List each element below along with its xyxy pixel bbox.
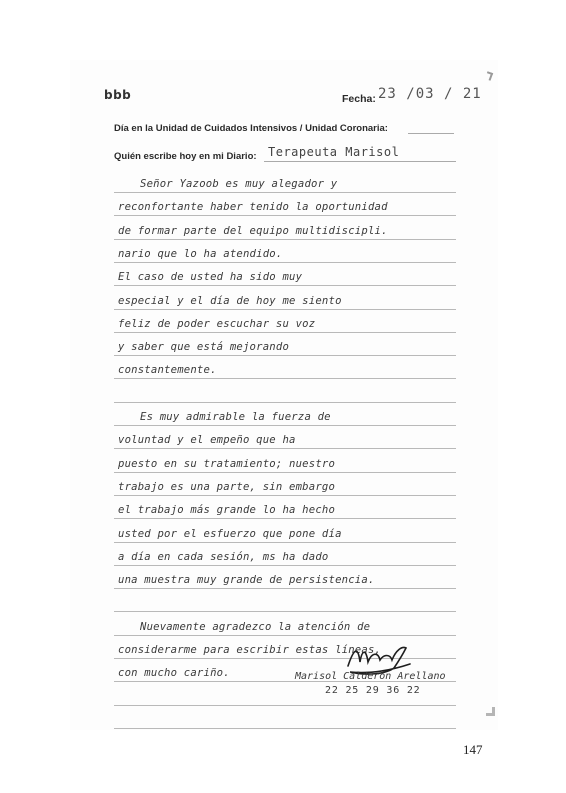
ruled-line bbox=[114, 518, 456, 519]
letter-line: nario que lo ha atendido. bbox=[118, 247, 283, 260]
letter-line: una muestra muy grande de persistencia. bbox=[118, 574, 375, 587]
letter-line: feliz de poder escuchar su voz bbox=[118, 317, 316, 330]
ruled-line bbox=[114, 472, 456, 473]
letter-line: y saber que está mejorando bbox=[118, 341, 290, 354]
date-label: Fecha: bbox=[342, 93, 376, 105]
letter-line: de formar parte del equipo multidiscipli. bbox=[118, 224, 388, 237]
ruled-line bbox=[114, 309, 456, 310]
date-value: 23 /03 / 21 bbox=[378, 86, 482, 102]
writer-line bbox=[264, 161, 456, 162]
ruled-line bbox=[114, 285, 456, 286]
letter-line: con mucho cariño. bbox=[118, 667, 230, 680]
ruled-line bbox=[114, 542, 456, 543]
letter-line: usted por el esfuerzo que pone día bbox=[118, 527, 342, 540]
ruled-line bbox=[114, 239, 456, 240]
ruled-line bbox=[114, 611, 456, 612]
letter-line: especial y el día de hoy me siento bbox=[118, 294, 342, 307]
ruled-line bbox=[114, 332, 456, 333]
letter-line: Señor Yazoob es muy alegador y bbox=[140, 178, 338, 190]
letter-line: a día en cada sesión, ms ha dado bbox=[118, 550, 329, 563]
ruled-line bbox=[114, 192, 456, 193]
ruled-line bbox=[114, 565, 456, 566]
signature-name: Marisol Calderón Arellano bbox=[295, 671, 446, 682]
ruled-line bbox=[114, 425, 456, 426]
page-corner-mark bbox=[486, 707, 495, 716]
brand-logo-text: bbb bbox=[104, 88, 132, 102]
writer-label: Quién escribe hoy en mi Diario: bbox=[114, 151, 257, 162]
letter-line: Nuevamente agradezco la atención de bbox=[140, 620, 371, 633]
page-number: 147 bbox=[463, 742, 483, 757]
letter-line: El caso de usted ha sido muy bbox=[118, 271, 303, 284]
letter-line: constantemente. bbox=[118, 364, 217, 377]
letter-line: voluntad y el empeño que ha bbox=[118, 434, 296, 447]
letter-line: considerarme para escribir estas líneas, bbox=[118, 644, 382, 656]
icu-day-line bbox=[408, 133, 454, 134]
writer-value: Terapeuta Marisol bbox=[268, 145, 400, 159]
icu-day-label: Día en la Unidad de Cuidados Intensivos / Unidad Coronaria: bbox=[114, 123, 388, 134]
ruled-line bbox=[114, 378, 456, 379]
letter-line: el trabajo más grande lo ha hecho bbox=[118, 504, 336, 517]
ruled-line bbox=[114, 215, 456, 216]
letter-line: reconfortante haber tenido la oportunidad bbox=[118, 201, 388, 214]
ruled-line bbox=[114, 705, 456, 706]
ruled-line bbox=[114, 448, 456, 449]
ruled-line bbox=[114, 262, 456, 263]
letter-line: trabajo es una parte, sin embargo bbox=[118, 480, 336, 493]
ruled-line bbox=[114, 355, 456, 356]
ruled-line bbox=[114, 588, 456, 589]
letter-line: puesto en su tratamiento; nuestro bbox=[118, 457, 336, 470]
ruled-line bbox=[114, 728, 456, 729]
letter-line: Es muy admirable la fuerza de bbox=[140, 411, 331, 423]
ruled-line bbox=[114, 635, 456, 636]
signature-phone: 22 25 29 36 22 bbox=[325, 685, 421, 696]
ruled-line bbox=[114, 495, 456, 496]
ruled-line bbox=[114, 402, 456, 403]
